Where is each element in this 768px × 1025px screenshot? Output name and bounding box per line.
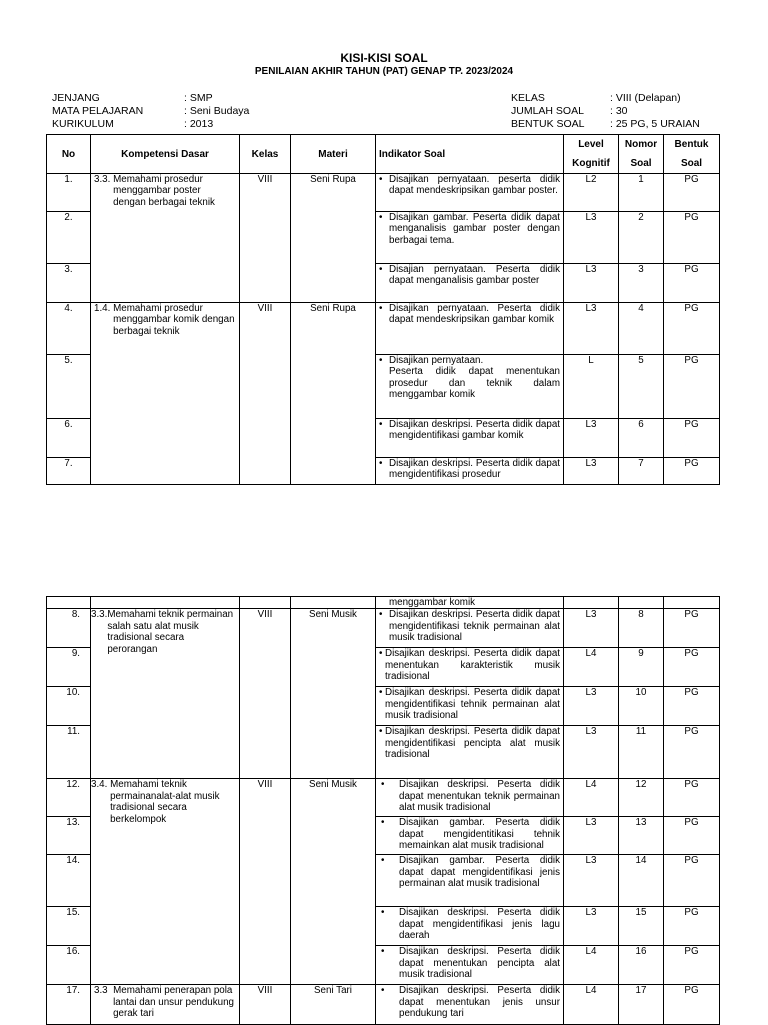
indikator-text: Peserta didik dapat menentukan prosedur dan teknik dalam menggambar komik	[389, 366, 560, 401]
bentuk-cell: PG	[664, 458, 720, 485]
indikator-cell	[376, 855, 564, 907]
info-value: : 25 PG, 5 URAIAN	[610, 118, 700, 130]
level-cell: L3	[564, 817, 619, 855]
bentuk-cell: PG	[664, 303, 720, 355]
header-kelas: Kelas	[240, 135, 291, 174]
table-row	[47, 985, 720, 1025]
bentuk-cell: PG	[664, 946, 720, 985]
indikator-text: Disajian pernyataan. Peserta didik dapat menganalisis gambar poster	[389, 264, 560, 287]
nomor-cell: 2	[619, 212, 664, 264]
indikator-text: Disajikan gambar. Peserta didik dapat menganalisis gambar poster dengan berbagai tema.	[389, 212, 560, 246]
indikator-cell	[376, 458, 564, 485]
nomor-cell: 15	[619, 907, 664, 946]
kd-number: 3.3	[94, 985, 108, 997]
bullet-icon: •	[379, 355, 383, 366]
bentuk-cell: PG	[664, 817, 720, 855]
indikator-text: Disajikan gambar. Peserta didik dapat dapat mengidentifikasi jenis permainan alat musik tradisional	[399, 855, 560, 890]
nomor-cell: 4	[619, 303, 664, 355]
indikator-cell	[376, 779, 564, 817]
bullet-icon: •	[381, 985, 385, 997]
info-left	[52, 92, 249, 131]
nomor-cell: 14	[619, 855, 664, 907]
bullet-icon: •	[379, 419, 383, 430]
bullet-icon: •	[381, 907, 385, 919]
header-bentuk-2: Soal	[664, 154, 720, 174]
header-nomor-2: Soal	[619, 154, 664, 174]
indikator-cell	[376, 212, 564, 264]
row-no: 5.	[47, 355, 91, 419]
indikator-cell	[376, 303, 564, 355]
info-label: JENJANG	[52, 92, 100, 104]
indikator-cell	[376, 817, 564, 855]
indikator-cell	[376, 419, 564, 458]
info-label: KELAS	[511, 92, 545, 104]
indikator-cell	[376, 355, 564, 419]
nomor-cell: 3	[619, 264, 664, 303]
nomor-cell: 11	[619, 726, 664, 779]
continuation-row	[47, 597, 720, 609]
nomor-cell: 1	[619, 174, 664, 212]
header-nomor: Nomor	[619, 135, 664, 154]
indikator-text: Disajikan deskripsi. Peserta didik dapat mengidentifikasi teknik permainan alat musik tradisional	[389, 609, 560, 644]
bentuk-cell: PG	[664, 726, 720, 779]
level-cell: L3	[564, 855, 619, 907]
indikator-text: Disajikan pernyataan. Peserta didik dapat mendeskripsikan gambar komik	[389, 303, 560, 326]
row-no: 6.	[47, 419, 91, 458]
table-row	[47, 609, 720, 648]
level-cell: L3	[564, 303, 619, 355]
nomor-cell: 10	[619, 687, 664, 726]
table-row	[47, 779, 720, 817]
materi-cell: Seni Tari	[291, 985, 376, 1025]
indikator-cell	[376, 726, 564, 779]
indikator-text: Disajikan gambar. Peserta didik dapat mengidentitikasi tehnik memainkan alat musik tradisional	[399, 817, 560, 852]
row-no: 14.	[47, 855, 91, 907]
header-indikator: Indikator Soal	[376, 135, 564, 174]
level-cell: L3	[564, 726, 619, 779]
nomor-cell: 6	[619, 419, 664, 458]
row-no: 15.	[47, 907, 91, 946]
bentuk-cell: PG	[664, 985, 720, 1025]
bullet-icon: •	[379, 458, 383, 469]
indikator-text: Disajikan pernyataan. peserta didik dapat mendeskripsikan gambar poster.	[389, 174, 560, 197]
indikator-text: Disajikan deskripsi. Peserta didik dapat menentukan jenis unsur pendukung tari	[399, 985, 560, 1020]
nomor-cell: 12	[619, 779, 664, 817]
indikator-cell	[376, 907, 564, 946]
row-no: 16.	[47, 946, 91, 985]
kisi-table-part-2	[46, 596, 720, 1025]
bullet-icon: •	[379, 726, 383, 738]
table-row	[47, 303, 720, 355]
row-no: 4.	[47, 303, 91, 355]
indikator-text: Disajikan deskripsi. Peserta didik dapat mengidentifikasi jenis lagu daerah	[399, 907, 560, 942]
kd-cell	[91, 985, 240, 1025]
kelas-cell: VIII	[240, 174, 291, 303]
bentuk-cell: PG	[664, 174, 720, 212]
bentuk-cell: PG	[664, 609, 720, 648]
level-cell: L4	[564, 648, 619, 687]
kd-text: Memahami teknik permainanalat-alat musik tradisional secara berkelompok	[110, 779, 220, 825]
row-no: 11.	[47, 726, 91, 779]
level-cell: L3	[564, 264, 619, 303]
bullet-icon: •	[379, 174, 383, 185]
bullet-icon: •	[379, 303, 383, 314]
header-level-2: Kognitif	[564, 154, 619, 174]
kd-cell	[91, 609, 240, 779]
indikator-cell	[376, 648, 564, 687]
header-kd: Kompetensi Dasar	[91, 135, 240, 174]
bullet-icon: •	[379, 212, 383, 223]
level-cell: L4	[564, 946, 619, 985]
row-no: 9.	[47, 648, 91, 687]
header-level: Level	[564, 135, 619, 154]
row-no: 7.	[47, 458, 91, 485]
row-no: 10.	[47, 687, 91, 726]
level-cell: L3	[564, 419, 619, 458]
level-cell: L	[564, 355, 619, 419]
indikator-text: Disajikan deskripsi. Peserta didik dapat mengidentifikasi prosedur	[389, 458, 560, 481]
kd-text: Memahami prosedur menggambar komik dengan berbagai teknik	[113, 303, 235, 337]
document-subtitle: PENILAIAN AKHIR TAHUN (PAT) GENAP TP. 2023/2024	[254, 66, 514, 77]
kd-number: 3.3.	[91, 609, 108, 621]
bentuk-cell: PG	[664, 212, 720, 264]
header-materi: Materi	[291, 135, 376, 174]
kd-text: Memahami penerapan pola lantai dan unsur pendukung gerak tari	[113, 985, 235, 1020]
info-value: : Seni Budaya	[184, 105, 250, 117]
row-no: 1.	[47, 174, 91, 212]
bullet-icon: •	[381, 817, 385, 829]
indikator-text: Disajikan deskripsi. Peserta didik dapat menentukan karakteristik musik tradisional	[385, 648, 560, 683]
indikator-cell	[376, 264, 564, 303]
indikator-text: Disajikan deskripsi. Peserta didik dapat mengidentifikasi gambar komik	[389, 419, 560, 442]
bentuk-cell: PG	[664, 355, 720, 419]
level-cell: L3	[564, 907, 619, 946]
kelas-cell: VIII	[240, 609, 291, 779]
info-label: BENTUK SOAL	[511, 118, 585, 130]
bullet-icon: •	[381, 946, 385, 958]
bullet-icon: •	[379, 687, 383, 699]
level-cell: L3	[564, 212, 619, 264]
info-value: : SMP	[184, 92, 213, 104]
materi-cell: Seni Rupa	[291, 303, 376, 485]
indikator-text: Disajikan deskripsi. Peserta didik dapat mengidentifikasi pencipta alat musik tradisional	[385, 726, 560, 761]
bullet-icon: •	[381, 779, 385, 791]
indikator-cell	[376, 174, 564, 212]
nomor-cell: 8	[619, 609, 664, 648]
level-cell: L4	[564, 779, 619, 817]
indikator-continuation: menggambar komik	[376, 597, 564, 609]
bentuk-cell: PG	[664, 907, 720, 946]
nomor-cell: 16	[619, 946, 664, 985]
indikator-cell	[376, 946, 564, 985]
info-label: KURIKULUM	[52, 118, 114, 130]
indikator-cell	[376, 985, 564, 1025]
info-right	[511, 92, 700, 131]
kelas-cell: VIII	[240, 779, 291, 985]
info-label: MATA PELAJARAN	[52, 105, 144, 117]
bullet-icon: •	[379, 648, 383, 660]
indikator-text: Disajikan deskripsi. Peserta didik dapat mengidentifikasi tehnik permainan alat musik tradisional	[385, 687, 560, 722]
bullet-icon: •	[379, 264, 383, 275]
bentuk-cell: PG	[664, 419, 720, 458]
header-bentuk: Bentuk	[664, 135, 720, 154]
row-no: 17.	[47, 985, 91, 1025]
materi-cell: Seni Musik	[291, 609, 376, 779]
row-no: 2.	[47, 212, 91, 264]
info-label: JUMLAH SOAL	[511, 105, 584, 117]
kd-number: 1.4.	[94, 303, 111, 314]
info-value: : VIII (Delapan)	[610, 92, 681, 104]
level-cell: L3	[564, 458, 619, 485]
level-cell: L3	[564, 609, 619, 648]
kd-cell	[91, 303, 240, 485]
level-cell: L3	[564, 687, 619, 726]
level-cell: L2	[564, 174, 619, 212]
info-value: : 30	[610, 105, 628, 117]
indikator-text: Disajikan deskripsi. Peserta didik dapat menentukan pencipta alat musik tradisional	[399, 946, 560, 981]
kd-cell	[91, 174, 240, 303]
indikator-text: Disajikan deskripsi. Peserta didik dapat menentukan teknik permainan alat musik tradisional	[399, 779, 560, 814]
bentuk-cell: PG	[664, 648, 720, 687]
nomor-cell: 17	[619, 985, 664, 1025]
kd-text: Memahami teknik permainan salah satu alat musik tradisional secara perorangan	[107, 609, 234, 655]
row-no: 8.	[47, 609, 91, 648]
bullet-icon: •	[379, 609, 383, 621]
table-header-row	[47, 135, 720, 154]
bullet-icon: •	[381, 855, 385, 867]
kd-number: 3.4.	[91, 779, 108, 791]
document-title: KISI-KISI SOAL	[340, 51, 428, 65]
bentuk-cell: PG	[664, 264, 720, 303]
kd-cell	[91, 779, 240, 985]
nomor-cell: 5	[619, 355, 664, 419]
level-cell: L4	[564, 985, 619, 1025]
bentuk-cell: PG	[664, 687, 720, 726]
bentuk-cell: PG	[664, 855, 720, 907]
nomor-cell: 7	[619, 458, 664, 485]
row-no: 13.	[47, 817, 91, 855]
info-value: : 2013	[184, 118, 214, 130]
indikator-cell	[376, 609, 564, 648]
bentuk-cell: PG	[664, 779, 720, 817]
kd-number: 3.3.	[94, 174, 111, 185]
nomor-cell: 9	[619, 648, 664, 687]
indikator-text: Disajikan pernyataan.	[389, 355, 484, 366]
header-no: No	[47, 135, 91, 174]
kelas-cell: VIII	[240, 985, 291, 1025]
kd-text: Memahami prosedur menggambar poster dengan berbagai teknik	[113, 174, 215, 208]
nomor-cell: 13	[619, 817, 664, 855]
materi-cell: Seni Musik	[291, 779, 376, 985]
row-no: 12.	[47, 779, 91, 817]
kelas-cell: VIII	[240, 303, 291, 485]
materi-cell: Seni Rupa	[291, 174, 376, 303]
row-no: 3.	[47, 264, 91, 303]
indikator-cell	[376, 687, 564, 726]
kisi-table-part-1	[46, 134, 720, 485]
table-row	[47, 174, 720, 212]
